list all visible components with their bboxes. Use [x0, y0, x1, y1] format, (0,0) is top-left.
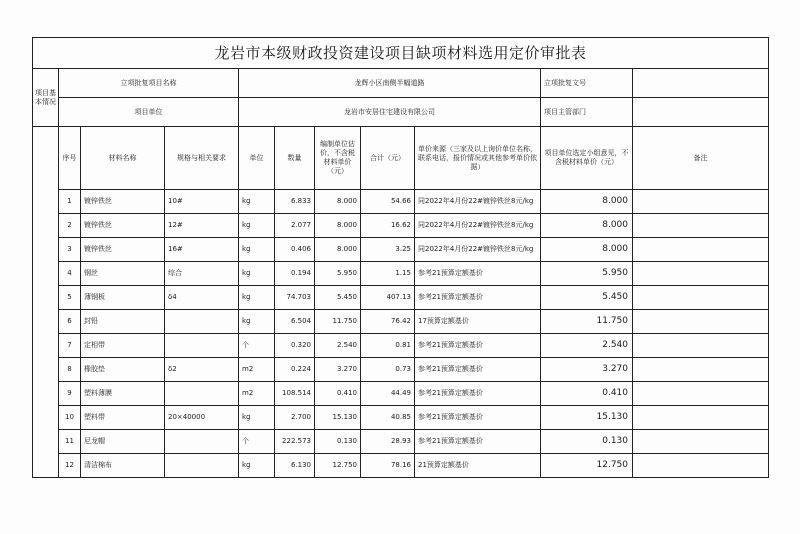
page-title: 龙岩市本级财政投资建设项目缺项材料选用定价审批表: [33, 38, 769, 69]
approval-name-label: 立项批复项目名称: [59, 69, 239, 98]
cell-total: 40.85: [361, 406, 415, 430]
cell-spec: δ4: [165, 286, 239, 310]
cell-price: 8.000: [315, 214, 361, 238]
cell-name: 橡胶垫: [81, 358, 165, 382]
cell-spec: δ2: [165, 358, 239, 382]
cell-name: 封铅: [81, 310, 165, 334]
cell-qty: 74.703: [275, 286, 315, 310]
table-row: [33, 454, 769, 478]
cell-unit: kg: [239, 238, 275, 262]
cell-seq: 7: [59, 334, 81, 358]
cell-name: 镀锌铁丝: [81, 214, 165, 238]
cell-qty: 0.194: [275, 262, 315, 286]
cell-basis: 同2022年4月份22#镀锌铁丝8元/kg: [415, 190, 541, 214]
cell-basis: 21预算定额基价: [415, 454, 541, 478]
cell-name: 清洁棉布: [81, 454, 165, 478]
cell-approved: 5.950: [541, 262, 633, 286]
header-name: 材料名称: [81, 127, 165, 190]
cell-unit: kg: [239, 406, 275, 430]
cell-spec: 16#: [165, 238, 239, 262]
cell-unit: kg: [239, 190, 275, 214]
cell-total: 54.66: [361, 190, 415, 214]
cell-total: 407.13: [361, 286, 415, 310]
cell-basis: 参考21预算定额基价: [415, 334, 541, 358]
cell-basis: 参考21预算定额基价: [415, 286, 541, 310]
cell-price: 8.000: [315, 238, 361, 262]
cell-name: 尼龙帽: [81, 430, 165, 454]
cell-price: 8.000: [315, 190, 361, 214]
cell-seq: 3: [59, 238, 81, 262]
approval-doc-label: 立项批复文号: [541, 69, 633, 98]
cell-name: 镀锌铁丝: [81, 190, 165, 214]
header-remark: 备注: [633, 127, 769, 190]
cell-remark: [633, 334, 769, 358]
header-price: 编制单位估价，不含税材料单价（元）: [315, 127, 361, 190]
approval-doc-value: [633, 69, 769, 98]
cell-price: 0.410: [315, 382, 361, 406]
header-spec: 规格与相关要求: [165, 127, 239, 190]
table-row: [33, 382, 769, 406]
cell-approved: 2.540: [541, 334, 633, 358]
column-header-row: [33, 127, 769, 190]
cell-spec: 10#: [165, 190, 239, 214]
table-row: [33, 214, 769, 238]
cell-remark: [633, 382, 769, 406]
side-label-basic-info: 项目基本情况: [33, 69, 59, 127]
table-row: [33, 286, 769, 310]
cell-seq: 4: [59, 262, 81, 286]
cell-seq: 11: [59, 430, 81, 454]
cell-approved: 0.130: [541, 430, 633, 454]
cell-remark: [633, 238, 769, 262]
cell-unit: kg: [239, 286, 275, 310]
header-approved: 项目单位选定小组意见，不含税材料单价（元）: [541, 127, 633, 190]
cell-unit: kg: [239, 310, 275, 334]
cell-price: 0.130: [315, 430, 361, 454]
cell-total: 0.81: [361, 334, 415, 358]
cell-total: 78.16: [361, 454, 415, 478]
cell-basis: 同2022年4月份22#镀锌铁丝8元/kg: [415, 214, 541, 238]
cell-basis: 参考21预算定额基价: [415, 262, 541, 286]
header-basis: 单价来源（三家及以上询价单位名称，联系电话，报价情况或其他参考单价依据）: [415, 127, 541, 190]
cell-price: 5.450: [315, 286, 361, 310]
cell-total: 28.93: [361, 430, 415, 454]
cell-qty: 108.514: [275, 382, 315, 406]
cell-basis: 同2022年4月份22#镀锌铁丝8元/kg: [415, 238, 541, 262]
cell-unit: kg: [239, 214, 275, 238]
cell-spec: 12#: [165, 214, 239, 238]
cell-seq: 2: [59, 214, 81, 238]
cell-seq: 8: [59, 358, 81, 382]
header-total: 合计（元）: [361, 127, 415, 190]
cell-basis: 参考21预算定额基价: [415, 430, 541, 454]
cell-basis: 参考21预算定额基价: [415, 358, 541, 382]
header-seq: 序号: [59, 127, 81, 190]
cell-total: 16.62: [361, 214, 415, 238]
cell-approved: 8.000: [541, 214, 633, 238]
cell-remark: [633, 310, 769, 334]
cell-approved: 11.750: [541, 310, 633, 334]
cell-unit: m2: [239, 358, 275, 382]
cell-spec: [165, 310, 239, 334]
header-qty: 数量: [275, 127, 315, 190]
cell-price: 15.130: [315, 406, 361, 430]
table-row: [33, 358, 769, 382]
cell-approved: 8.000: [541, 190, 633, 214]
cell-remark: [633, 190, 769, 214]
cell-qty: 6.130: [275, 454, 315, 478]
cell-remark: [633, 454, 769, 478]
cell-approved: 5.450: [541, 286, 633, 310]
cell-remark: [633, 406, 769, 430]
cell-total: 0.73: [361, 358, 415, 382]
cell-qty: 222.573: [275, 430, 315, 454]
cell-qty: 0.224: [275, 358, 315, 382]
cell-name: 钢丝: [81, 262, 165, 286]
cell-name: 定相带: [81, 334, 165, 358]
unit-label: 项目单位: [59, 98, 239, 127]
cell-approved: 12.750: [541, 454, 633, 478]
cell-spec: [165, 454, 239, 478]
cell-seq: 10: [59, 406, 81, 430]
cell-price: 5.950: [315, 262, 361, 286]
table-row: [33, 334, 769, 358]
cell-seq: 5: [59, 286, 81, 310]
cell-seq: 12: [59, 454, 81, 478]
cell-qty: 6.504: [275, 310, 315, 334]
cell-price: 11.750: [315, 310, 361, 334]
cell-unit: 个: [239, 334, 275, 358]
cell-total: 1.15: [361, 262, 415, 286]
dept-value: [633, 98, 769, 127]
cell-seq: 1: [59, 190, 81, 214]
cell-name: 薄钢板: [81, 286, 165, 310]
cell-unit: m2: [239, 382, 275, 406]
cell-spec: [165, 334, 239, 358]
cell-spec: 20×40000: [165, 406, 239, 430]
cell-unit: kg: [239, 454, 275, 478]
table-row: [33, 406, 769, 430]
cell-remark: [633, 286, 769, 310]
cell-basis: 17预算定额基价: [415, 310, 541, 334]
cell-basis: 参考21预算定额基价: [415, 382, 541, 406]
cell-qty: 0.320: [275, 334, 315, 358]
cell-spec: 综合: [165, 262, 239, 286]
cell-remark: [633, 430, 769, 454]
cell-remark: [633, 358, 769, 382]
cell-price: 2.540: [315, 334, 361, 358]
side-blank: [33, 127, 59, 478]
table-row: [33, 238, 769, 262]
cell-price: 3.270: [315, 358, 361, 382]
cell-qty: 2.077: [275, 214, 315, 238]
cell-total: 44.49: [361, 382, 415, 406]
cell-unit: 个: [239, 430, 275, 454]
cell-price: 12.750: [315, 454, 361, 478]
header-unit: 单位: [239, 127, 275, 190]
approval-table: [32, 37, 769, 478]
cell-remark: [633, 214, 769, 238]
cell-qty: 0.406: [275, 238, 315, 262]
cell-qty: 6.833: [275, 190, 315, 214]
cell-qty: 2.700: [275, 406, 315, 430]
approval-name-value: 龙辉小区南侧半幅道路: [239, 69, 541, 98]
cell-spec: [165, 382, 239, 406]
cell-total: 3.25: [361, 238, 415, 262]
cell-approved: 8.000: [541, 238, 633, 262]
cell-name: 塑料薄膜: [81, 382, 165, 406]
cell-approved: 3.270: [541, 358, 633, 382]
cell-remark: [633, 262, 769, 286]
cell-approved: 15.130: [541, 406, 633, 430]
unit-value: 龙岩市安居住宅建设有限公司: [239, 98, 541, 127]
table-row: [33, 310, 769, 334]
cell-unit: kg: [239, 262, 275, 286]
table-row: [33, 430, 769, 454]
table-row: [33, 262, 769, 286]
cell-spec: [165, 430, 239, 454]
cell-name: 塑料带: [81, 406, 165, 430]
cell-approved: 0.410: [541, 382, 633, 406]
cell-seq: 6: [59, 310, 81, 334]
cell-basis: 参考21预算定额基价: [415, 406, 541, 430]
cell-total: 76.42: [361, 310, 415, 334]
dept-label: 项目主管部门: [541, 98, 633, 127]
cell-seq: 9: [59, 382, 81, 406]
cell-name: 镀锌铁丝: [81, 238, 165, 262]
table-row: [33, 190, 769, 214]
